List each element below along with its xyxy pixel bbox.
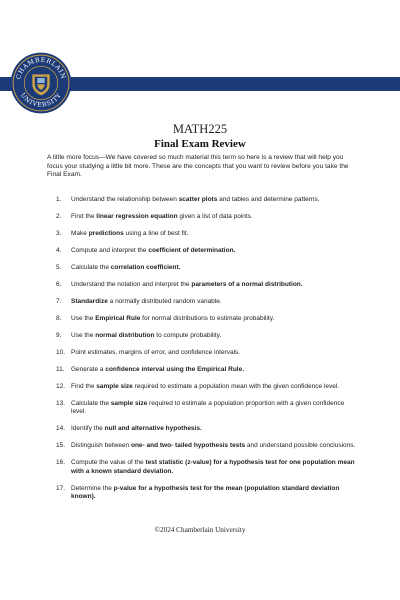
bold-term: parameters of a normal distribution.	[191, 281, 303, 288]
item-text	[71, 485, 356, 502]
bold-term: predictions	[88, 230, 124, 237]
item-text	[71, 315, 356, 323]
item-text	[71, 459, 356, 476]
item-number: 12.	[56, 383, 66, 390]
review-topic-item	[56, 383, 356, 391]
item-text	[71, 281, 356, 289]
intro-paragraph: A little more focus—We have covered so much material this term so here is a review that will help you focus your studying a little bit more. These are the concepts that you want to review before you take the Final Exam.	[47, 154, 349, 179]
review-topic-item	[56, 485, 356, 502]
bold-term: one- and two- tailed hypothesis tests	[130, 442, 246, 450]
item-text	[71, 264, 356, 272]
item-number: 1.	[56, 196, 62, 203]
item-text-part: Find the	[71, 383, 97, 390]
item-text	[71, 400, 356, 417]
review-topic-item	[56, 366, 356, 374]
bold-term: confidence interval using the Empirical Rule.	[105, 366, 245, 373]
item-number: 6.	[56, 281, 62, 288]
item-number: 15.	[56, 442, 66, 450]
item-text-part: given a list of data points.	[177, 213, 253, 220]
bold-term: coefficient of determination.	[148, 247, 236, 254]
item-number: 8.	[56, 315, 62, 322]
review-topic-item	[56, 349, 356, 357]
bold-term: test statistic (z-value) for a hypothesis test for one population mean with a known standard deviation.	[71, 459, 355, 475]
item-number: 3.	[56, 230, 62, 237]
review-topic-item	[56, 400, 356, 417]
item-number: 10.	[56, 349, 66, 356]
item-text	[71, 196, 356, 204]
item-number: 11.	[56, 366, 65, 373]
item-text-part: Compute and interpret the	[71, 247, 149, 254]
item-text-part: required to estimate a population mean with the given confidence level.	[132, 383, 340, 390]
item-number: 7.	[56, 298, 62, 305]
bold-term: scatter plots	[178, 196, 218, 203]
university-seal-logo	[10, 52, 72, 114]
bold-term: Empirical Rule	[95, 315, 141, 322]
review-topic-item	[56, 332, 356, 340]
bold-term: sample size	[110, 400, 148, 407]
item-text-part: a normally distributed random variable.	[107, 298, 222, 305]
review-topic-item	[56, 247, 356, 255]
item-text-part: Compute the value of the	[71, 459, 146, 467]
item-text-part: Calculate the	[71, 264, 111, 271]
review-topic-item	[56, 315, 356, 323]
item-number: 16.	[56, 459, 66, 467]
review-topic-item	[56, 442, 356, 450]
review-topic-item	[56, 298, 356, 306]
title-block	[0, 122, 400, 150]
item-text	[71, 213, 356, 221]
item-text-part: and understand possible conclusions.	[245, 442, 356, 450]
item-number: 17.	[56, 484, 66, 492]
item-text	[71, 298, 356, 306]
item-text	[71, 230, 356, 238]
svg-text:UNIVERSITY: UNIVERSITY	[18, 91, 64, 109]
item-text-part: Point estimates, margins of error, and confidence intervals.	[71, 349, 241, 356]
item-text-part: Use the	[71, 332, 96, 339]
item-text	[71, 366, 356, 374]
item-text-part: Identify the	[71, 425, 105, 433]
review-topic-item	[56, 425, 356, 433]
bold-term: normal distribution	[95, 332, 155, 339]
item-number: 4.	[56, 247, 62, 254]
item-text	[71, 425, 356, 433]
item-text-part: to compute probability.	[154, 332, 222, 339]
bold-term: p-value for a hypothesis test for the mean (population standard deviation known).	[71, 484, 340, 501]
item-text-part: using a line of best fit.	[123, 230, 189, 237]
bold-term: correlation coefficient.	[110, 264, 181, 271]
bold-term: Standardize	[71, 298, 108, 305]
item-text-part: Generate a	[71, 366, 106, 373]
item-number: 5.	[56, 264, 62, 271]
review-topic-item	[56, 459, 356, 476]
bold-term: null and alternative hypothesis.	[104, 425, 202, 433]
item-text-part: for normal distributions to estimate probability.	[140, 315, 275, 322]
item-text-part: Understand the relationship between	[71, 196, 179, 203]
item-text-part: Understand the notation and interpret the	[71, 281, 192, 288]
item-number: 13.	[56, 400, 66, 407]
item-text-part: Calculate the	[71, 400, 111, 407]
copyright-footer: ©2024 Chamberlain University	[154, 526, 246, 534]
item-text	[71, 442, 356, 450]
item-text-part: Make	[71, 230, 89, 237]
item-text	[71, 247, 356, 255]
item-text	[71, 332, 356, 340]
item-text-part: and tables and determine patterns.	[217, 196, 320, 203]
review-topic-item	[56, 281, 356, 289]
review-topic-item	[56, 196, 356, 204]
item-number: 2.	[56, 213, 62, 220]
item-text-part: required to estimate a population proportion with a given confidence level.	[71, 400, 345, 416]
svg-text:CHAMBERLAIN: CHAMBERLAIN	[15, 56, 67, 81]
item-text-part: Distinguish between	[71, 442, 131, 450]
bold-term: sample size	[96, 383, 133, 390]
review-topic-item	[56, 230, 356, 238]
document-title: Final Exam Review	[154, 138, 246, 150]
item-number: 14.	[56, 425, 66, 433]
item-text-part: Find the	[71, 213, 97, 220]
item-text-part: Determine the	[71, 484, 114, 492]
review-topic-item	[56, 213, 356, 221]
course-code: MATH225	[172, 122, 228, 136]
review-topic-list	[56, 196, 356, 510]
item-text	[71, 349, 356, 357]
bold-term: linear regression equation	[96, 213, 178, 220]
review-topic-item	[56, 264, 356, 272]
item-text-part: Use the	[71, 315, 96, 322]
item-text	[71, 383, 356, 391]
item-number: 9.	[56, 332, 62, 339]
